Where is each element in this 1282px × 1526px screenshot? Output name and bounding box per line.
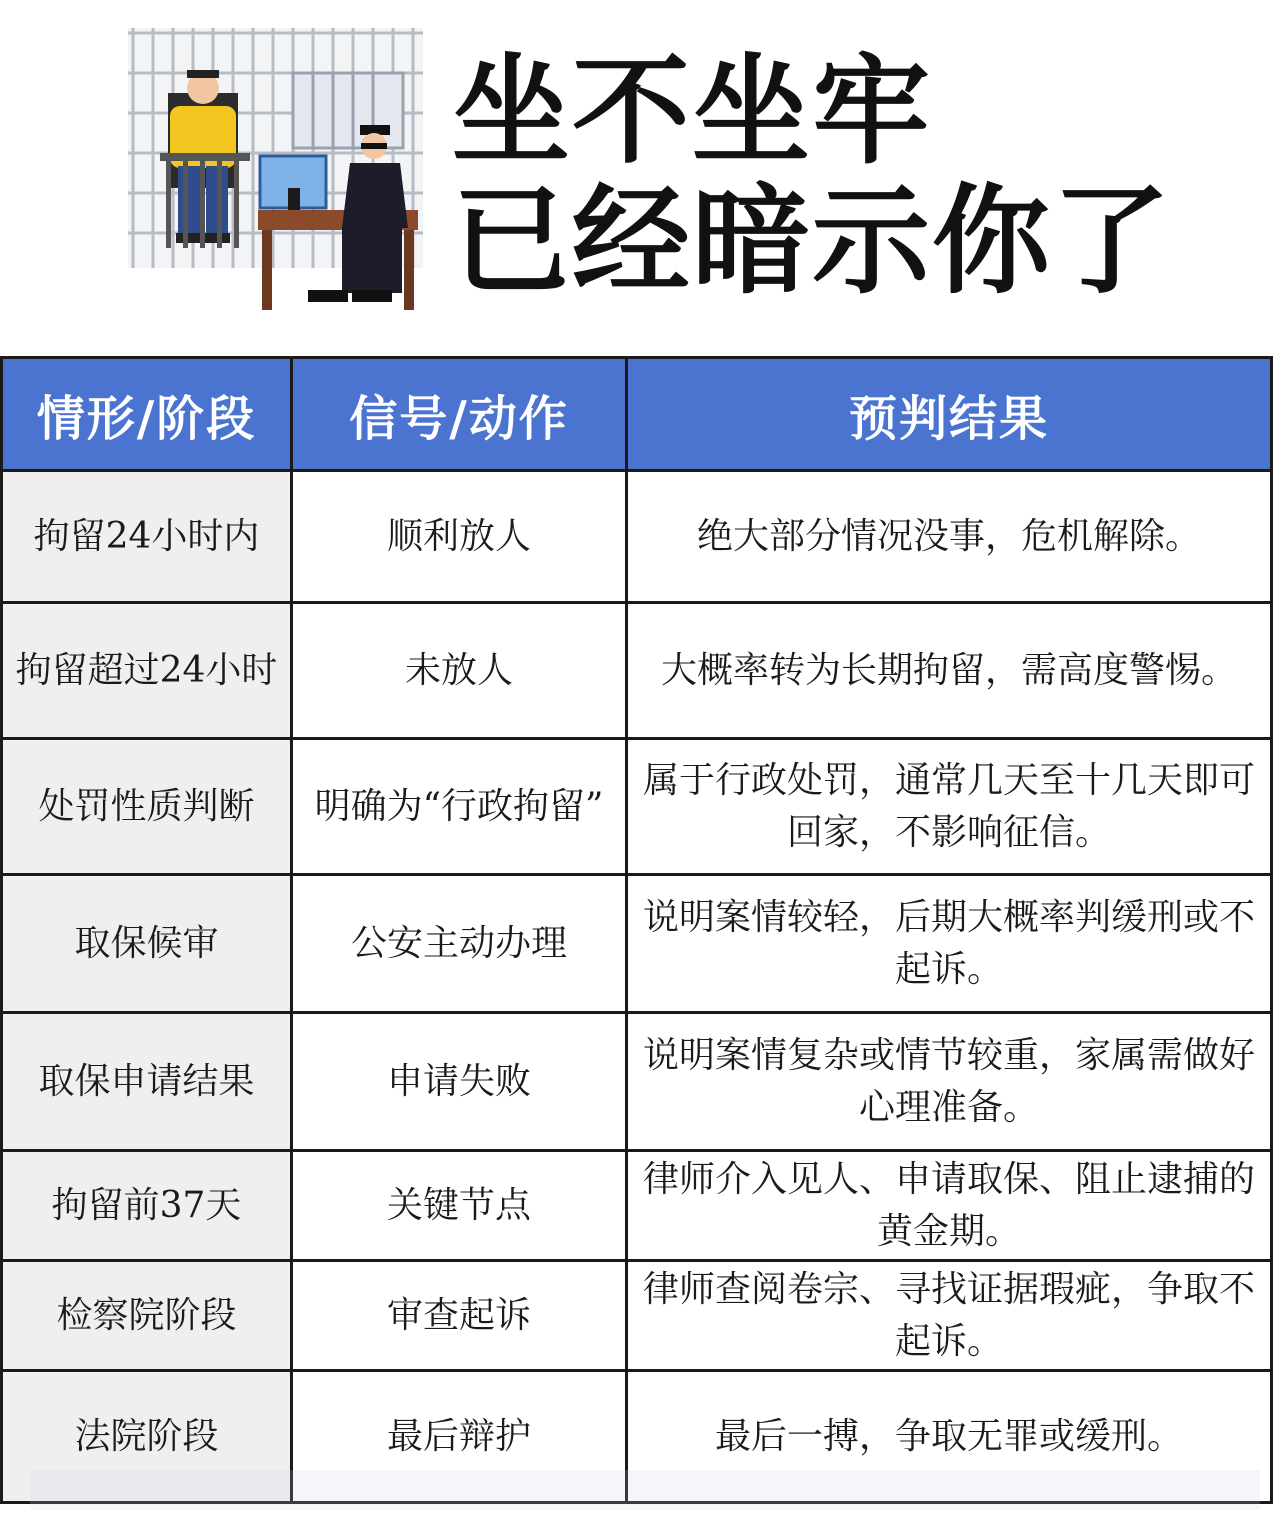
cell-stage: 拘留前37天 xyxy=(2,1151,292,1261)
cell-stage: 取保申请结果 xyxy=(2,1013,292,1151)
prison-illustration xyxy=(128,28,428,313)
cell-result: 律师查阅卷宗、寻找证据瑕疵，争取不起诉。 xyxy=(627,1261,1272,1371)
cell-result: 说明案情较轻，后期大概率判缓刑或不起诉。 xyxy=(627,875,1272,1013)
cell-result: 说明案情复杂或情节较重，家属需做好心理准备。 xyxy=(627,1013,1272,1151)
cell-signal: 最后辩护 xyxy=(292,1371,627,1503)
column-header-signal: 信号/动作 xyxy=(292,358,627,471)
watermark-band xyxy=(30,1470,1260,1510)
cell-result: 绝大部分情况没事，危机解除。 xyxy=(627,471,1272,603)
cell-signal: 公安主动办理 xyxy=(292,875,627,1013)
table-row xyxy=(2,1261,1272,1371)
cell-stage: 法院阶段 xyxy=(2,1371,292,1503)
cell-signal: 未放人 xyxy=(292,603,627,739)
cell-result: 最后一搏，争取无罪或缓刑。 xyxy=(627,1371,1272,1503)
table-row xyxy=(2,471,1272,603)
table-header-row xyxy=(2,358,1272,471)
table-row xyxy=(2,739,1272,875)
column-header-stage: 情形/阶段 xyxy=(2,358,292,471)
table-row xyxy=(2,1013,1272,1151)
cell-signal: 审查起诉 xyxy=(292,1261,627,1371)
column-header-result: 预判结果 xyxy=(627,358,1272,471)
page-title-line2: 已经暗示你了 xyxy=(452,172,1173,310)
table-row xyxy=(2,875,1272,1013)
cell-stage: 拘留24小时内 xyxy=(2,471,292,603)
table-row xyxy=(2,1151,1272,1261)
cell-signal: 申请失败 xyxy=(292,1013,627,1151)
cell-result: 律师介入见人、申请取保、阻止逮捕的黄金期。 xyxy=(627,1151,1272,1261)
header xyxy=(0,0,1282,355)
page-title-line1: 坐不坐牢 xyxy=(452,42,933,180)
cell-signal: 明确为“行政拘留” xyxy=(292,739,627,875)
cell-stage: 处罚性质判断 xyxy=(2,739,292,875)
table-row xyxy=(2,603,1272,739)
cell-signal: 顺利放人 xyxy=(292,471,627,603)
cell-signal: 关键节点 xyxy=(292,1151,627,1261)
cell-stage: 检察院阶段 xyxy=(2,1261,292,1371)
cell-result: 属于行政处罚，通常几天至十几天即可回家，不影响征信。 xyxy=(627,739,1272,875)
judgment-table xyxy=(0,356,1273,1504)
cell-result: 大概率转为长期拘留，需高度警惕。 xyxy=(627,603,1272,739)
cell-stage: 拘留超过24小时 xyxy=(2,603,292,739)
cell-stage: 取保候审 xyxy=(2,875,292,1013)
